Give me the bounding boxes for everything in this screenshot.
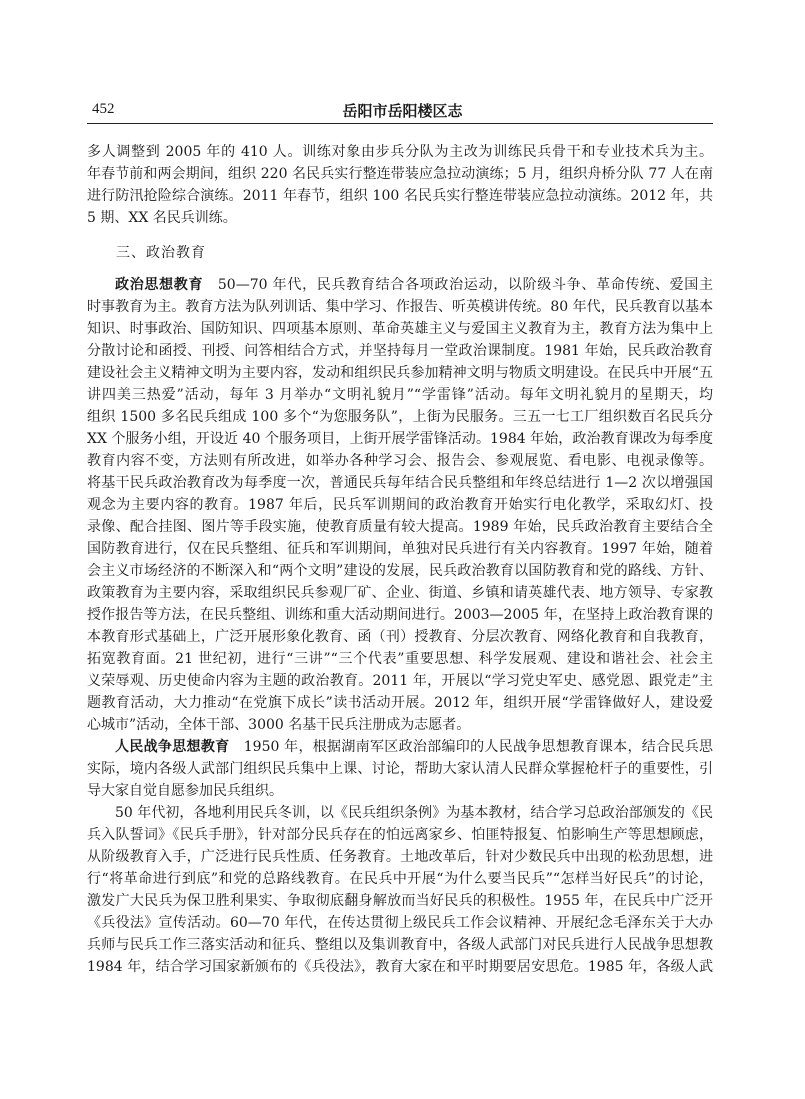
text-line: 知识、时事政治、国防知识、四项基本原则、革命英雄主义与爱国主义教育为主，教育方法为集中上 [87, 321, 713, 337]
running-header-title: 岳阳市岳阳楼区志 [342, 102, 463, 120]
text-line: 国防教育进行，仅在民兵整组、征兵和军训期间，单独对民兵进行有关内容教育。1997 年始，随着 [87, 541, 713, 557]
text-line: 年春节前和两会期间，组织 220 名民兵实行整连带装应急拉动演练；5 月，组织舟桥分队 77 人在南 [87, 166, 713, 182]
text-line: 进行防汛抢险综合演练。2011 年春节，组织 100 名民兵实行整连带装应急拉动演练。2012 年，共 [87, 188, 713, 204]
text-line: 从阶级教育入手，广泛进行民兵性质、任务教育。土地改革后，针对少数民兵中出现的松劲思想，进 [87, 849, 713, 865]
section-heading: 三、政治教育 [116, 245, 206, 261]
text-line: 政策教育为主要内容，采取组织民兵参观厂矿、企业、街道、乡镇和请英雄代表、地方领导、专家教 [87, 585, 713, 601]
text-line: 教育内容不变，方法则有所改进，如举办各种学习会、报告会、参观展览、看电影、电视录像等。 [87, 453, 713, 469]
fifties-paragraph [87, 802, 713, 978]
text-line: XX 个服务小组，开设近 40 个服务项目，上街开展学雷锋活动。1984 年始，政治教育课改为每季度 [87, 431, 713, 447]
text-line: 义荣辱观、历史使命内容为主题的政治教育。2011 年，开展以“学习党史军史、感党恩、跟党走”主 [87, 673, 713, 689]
text-line: 题教育活动，大力推动“在党旗下成长”读书活动开展。2012 年，组织开展“学雷锋做好人，建设爱 [87, 695, 713, 711]
text-line: 授作报告等方法，在民兵整组、训练和重大活动期间进行。2003—2005 年，在坚持上政治教育课的 [87, 607, 713, 623]
text-line: 激发广大民兵为保卫胜利果实、争取彻底翻身解放而当好民兵的积极性。1955 年，在民兵中广泛开 [87, 893, 713, 909]
text-line: 将基干民兵政治教育改为每季度一次，普通民兵每年结合民兵整组和年终总结进行 1—2 次以增强国 [87, 475, 713, 491]
text-run: 1950 年，根据湖南军区政治部编印的人民战争思想教育课本，结合民兵思 [243, 739, 713, 755]
text-line: 5 期、XX 名民兵训练。 [87, 210, 237, 226]
peoples-war-education-paragraph [87, 736, 713, 802]
text-line: 50 年代初，各地利用民兵冬训，以《民兵组织条例》为基本教材，结合学习总政治部颁发的《民 [115, 805, 713, 821]
text-line: 行“将革命进行到底”和党的总路线教育。在民兵中开展“为什么要当民兵”“怎样当好民兵”的讨论， [87, 871, 713, 887]
intro-paragraph [87, 141, 713, 229]
text-line: 讲四美三热爱”活动，每年 3 月举办“文明礼貌月”“学雷锋”活动。每年文明礼貌月的星期天，均 [87, 387, 713, 403]
paragraph-lead: 人民战争思想教育 [115, 739, 230, 755]
text-line: 分散讨论和函授、刊授、问答相结合方式，并坚持每月一堂政治课制度。1981 年始，民兵政治教育 [87, 343, 713, 359]
paragraph-lead: 政治思想教育 [115, 277, 204, 293]
text-line: 时事教育为主。教育方法为队列训话、集中学习、作报告、听英模讲传统。80 年代，民兵教育以基本 [87, 299, 713, 315]
text-line: 1984 年，结合学习国家新颁布的《兵役法》，教育大家在和平时期要居安思危。1985 年，各级人武 [87, 959, 713, 975]
text-line [87, 274, 713, 296]
text-run: 50—70 年代，民兵教育结合各项政治运动，以阶级斗争、革命传统、爱国主 [217, 277, 713, 293]
text-line: 实际，境内各级人武部门组织民兵集中上课、讨论，帮助大家认清人民群众掌握枪杆子的重要性，引 [87, 761, 713, 777]
text-line: 观念为主要内容的教育。1987 年后，民兵军训期间的政治教育开始实行电化教学，采取幻灯、投 [87, 497, 713, 513]
political-education-paragraph [87, 274, 713, 736]
text-line: 组织 1500 多名民兵组成 100 多个“为您服务队”，上街为民服务。三五一七工厂组织数百名民兵分 [87, 409, 713, 425]
text-line: 心城市”活动，全体干部、3000 名基干民兵注册成为志愿者。 [87, 717, 471, 733]
text-line: 多人调整到 2005 年的 410 人。训练对象由步兵分队为主改为训练民兵骨干和专业技术兵为主。 [87, 144, 713, 160]
text-line: 兵师与民兵工作三落实活动和征兵、整组以及集训教育中，各级人武部门对民兵进行人民战争思想教 [87, 937, 713, 953]
page-number: 452 [92, 101, 115, 117]
text-line: 导大家自觉自愿参加民兵组织。 [87, 783, 283, 799]
text-line [87, 736, 713, 758]
text-line: 本教育形式基础上，广泛开展形象化教育、函（刊）授教育、分层次教育、网络化教育和自我教育， [87, 629, 713, 645]
text-line: 会主义市场经济的不断深入和“两个文明”建设的发展，民兵政治教育以国防教育和党的路线、方针、 [87, 563, 713, 579]
text-line: 《兵役法》宣传活动。60—70 年代，在传达贯彻上级民兵工作会议精神、开展纪念毛泽东关于大办 [87, 915, 713, 931]
text-line: 建设社会主义精神文明为主要内容，发动和组织民兵参加精神文明与物质文明建设。在民兵中开展“五 [87, 365, 713, 381]
text-line: 兵入队誓词》《民兵手册》，针对部分民兵存在的怕远离家乡、怕匪特报复、怕影响生产等思想顾虑， [87, 827, 713, 843]
text-line: 拓宽教育面。21 世纪初，进行“三讲”“三个代表”重要思想、科学发展观、建设和谐社会、社会主 [87, 651, 713, 667]
text-line: 录像、配合挂图、图片等手段实施，使教育质量有较大提高。1989 年始，民兵政治教育主要结合全 [87, 519, 713, 535]
header-rule [87, 123, 713, 124]
